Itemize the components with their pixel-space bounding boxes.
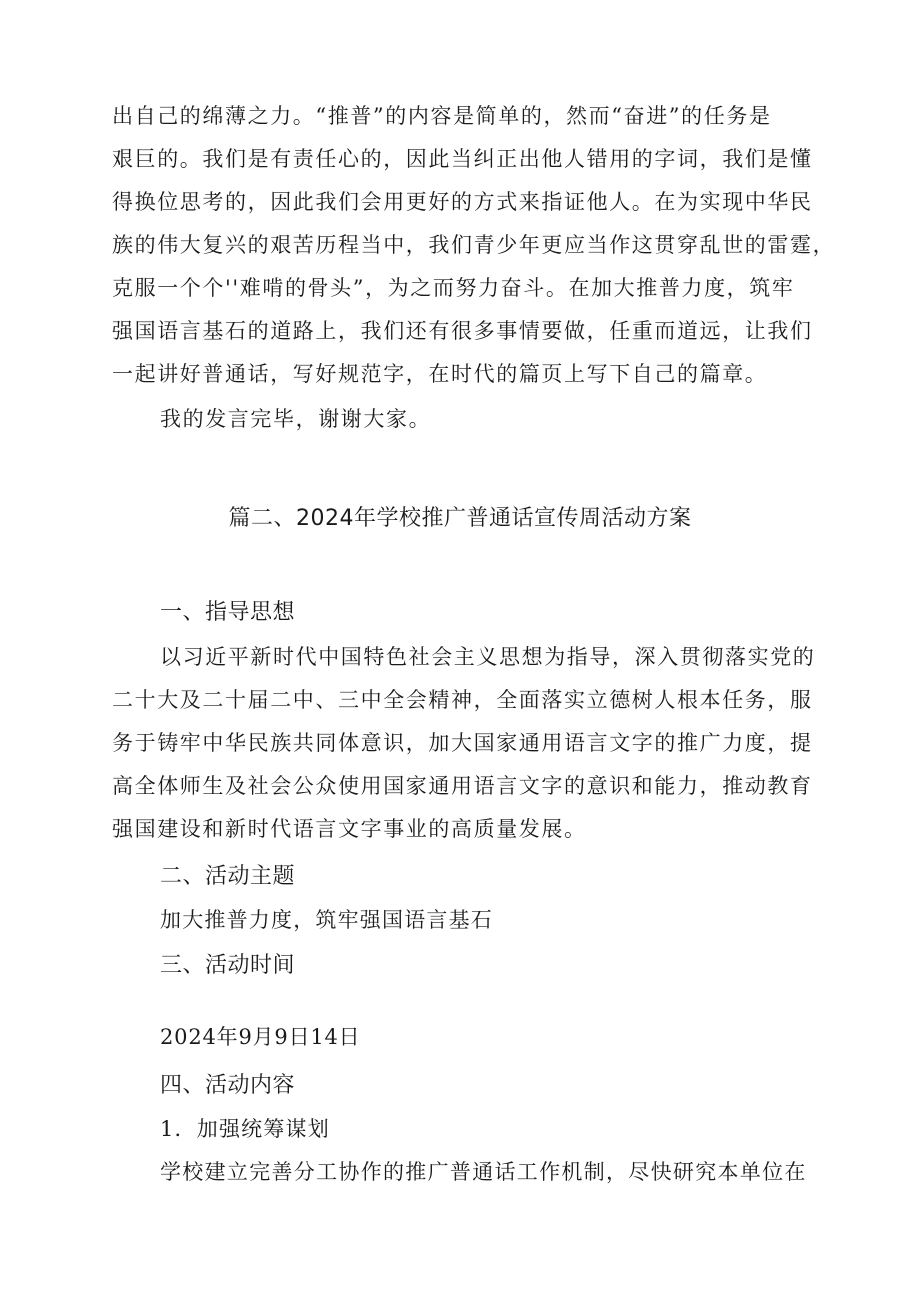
section-heading-theme: 二、活动主题 xyxy=(160,864,296,889)
section1-line: 以习近平新时代中国特色社会主义思想为指导，深入贯彻落实党的 xyxy=(160,645,816,669)
speech-line: 族的伟大复兴的艰苦历程当中，我们青少年更应当作这贯穿乱世的雷霆， xyxy=(112,233,836,257)
section1-line: 强国建设和新时代语言文字事业的高质量发展。 xyxy=(112,817,587,841)
section-heading-content: 四、活动内容 xyxy=(160,1073,296,1098)
section-heading-guiding-ideology: 一、指导思想 xyxy=(160,600,296,625)
speech-line: 得换位思考的，因此我们会用更好的方式来指证他人。在为实现中华民 xyxy=(112,190,813,214)
section4-line: 学校建立完善分工协作的推广普通话工作机制，尽快研究本单位在 xyxy=(160,1160,807,1184)
speech-line: 一起讲好普通话，写好规范字，在时代的篇页上写下自己的篇章。 xyxy=(112,362,768,386)
section1-line: 务于铸牢中华民族共同体意识，加大国家通用语言文字的推广力度，提 xyxy=(112,731,813,755)
subsection-heading: 1．加强统筹谋划 xyxy=(160,1117,330,1141)
section-heading-time: 三、活动时间 xyxy=(160,953,296,978)
activity-time-text: 2024年9月9日14日 xyxy=(160,1025,361,1049)
section1-line: 二十大及二十届二中、三中全会精神，全面落实立德树人根本任务，服 xyxy=(112,688,813,712)
speech-line: 艰巨的。我们是有责任心的，因此当纠正出他人错用的字词，我们是懂 xyxy=(112,147,813,171)
speech-line: 出自己的绵薄之力。“推普”的内容是简单的，然而“奋进”的任务是 xyxy=(112,104,772,128)
plan-title: 篇二、2024年学校推广普通话宣传周活动方案 xyxy=(228,506,692,531)
speech-closing: 我的发言完毕，谢谢大家。 xyxy=(160,407,432,431)
activity-theme-text: 加大推普力度，筑牢强国语言基石 xyxy=(160,908,493,932)
speech-line: 克服一个个''难啃的骨头”，为之而努力奋斗。在加大推普力度，筑牢 xyxy=(112,276,795,300)
section1-line: 高全体师生及社会公众使用国家通用语言文字的意识和能力，推动教育 xyxy=(112,774,813,798)
speech-line: 强国语言基石的道路上，我们还有很多事情要做，任重而道远，让我们 xyxy=(112,319,813,343)
